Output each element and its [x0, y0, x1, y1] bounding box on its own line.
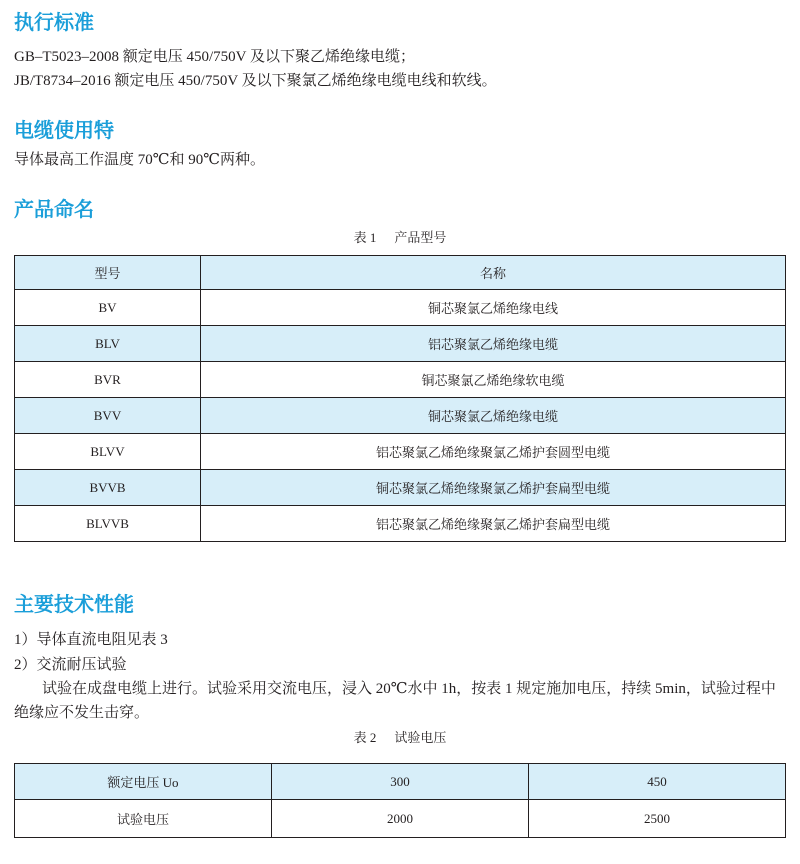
cell-name: 铝芯聚氯乙烯绝缘聚氯乙烯护套扁型电缆 — [201, 506, 786, 542]
standard-line-2: JB/T8734–2016 额定电压 450/750V 及以下聚氯乙烯绝缘电缆电线和软线。 — [14, 73, 497, 89]
cell-model: BLV — [15, 326, 201, 362]
table-row — [15, 800, 786, 838]
table-row — [15, 398, 786, 434]
table2-caption-title: 试验电压 — [394, 730, 447, 745]
table-row — [15, 470, 786, 506]
cell-name: 铝芯聚氯乙烯绝缘电缆 — [201, 326, 786, 362]
cell-model: BV — [15, 290, 201, 326]
cell-value: 2500 — [529, 800, 786, 838]
table-row — [15, 362, 786, 398]
cell-model: BLVV — [15, 434, 201, 470]
cell-name: 铜芯聚氯乙烯绝缘聚氯乙烯护套扁型电缆 — [201, 470, 786, 506]
table2-caption — [0, 730, 800, 746]
table-row — [15, 290, 786, 326]
table-header-row — [15, 256, 786, 290]
performance-heading: 主要技术性能 — [14, 592, 134, 616]
cell-name: 铝芯聚氯乙烯绝缘聚氯乙烯护套圆型电缆 — [201, 434, 786, 470]
table-row — [15, 434, 786, 470]
standards-heading: 执行标准 — [14, 10, 94, 34]
performance-item-1: 1）导体直流电阻见表 3 — [14, 632, 168, 648]
cell-model: BVV — [15, 398, 201, 434]
cell-label: 试验电压 — [15, 800, 272, 838]
cell-value: 300 — [272, 764, 529, 800]
cell-value: 2000 — [272, 800, 529, 838]
cell-model: BLVVB — [15, 506, 201, 542]
performance-item-2: 2）交流耐压试验 — [14, 657, 127, 673]
table1-caption-number: 表 1 — [353, 230, 377, 245]
column-header-name: 名称 — [201, 256, 786, 290]
table1-caption — [0, 230, 800, 246]
cell-model: BVR — [15, 362, 201, 398]
test-voltage-table — [14, 763, 786, 838]
cell-value: 450 — [529, 764, 786, 800]
product-model-table — [14, 255, 786, 542]
performance-paragraph: 试验在成盘电缆上进行。试验采用交流电压，浸入 20℃水中 1h，按表 1 规定施加电压，持续 5min，试验过程中绝缘应不发生击穿。 — [14, 681, 776, 721]
cell-name: 铜芯聚氯乙烯绝缘软电缆 — [201, 362, 786, 398]
cell-model: BVVB — [15, 470, 201, 506]
table-row — [15, 764, 786, 800]
standard-line-1: GB–T5023–2008 额定电压 450/750V 及以下聚乙烯绝缘电缆； — [14, 49, 415, 65]
usage-heading: 电缆使用特 — [14, 118, 114, 142]
column-header-model: 型号 — [15, 256, 201, 290]
cell-name: 铜芯聚氯乙烯绝缘电线 — [201, 290, 786, 326]
table2-caption-number: 表 2 — [353, 730, 377, 745]
table1-caption-title: 产品型号 — [394, 230, 447, 245]
table-row — [15, 326, 786, 362]
table-row — [15, 506, 786, 542]
cell-label: 额定电压 Uo — [15, 764, 272, 800]
usage-line: 导体最高工作温度 70℃和 90℃两种。 — [14, 152, 266, 168]
cell-name: 铜芯聚氯乙烯绝缘电缆 — [201, 398, 786, 434]
naming-heading: 产品命名 — [14, 197, 94, 221]
